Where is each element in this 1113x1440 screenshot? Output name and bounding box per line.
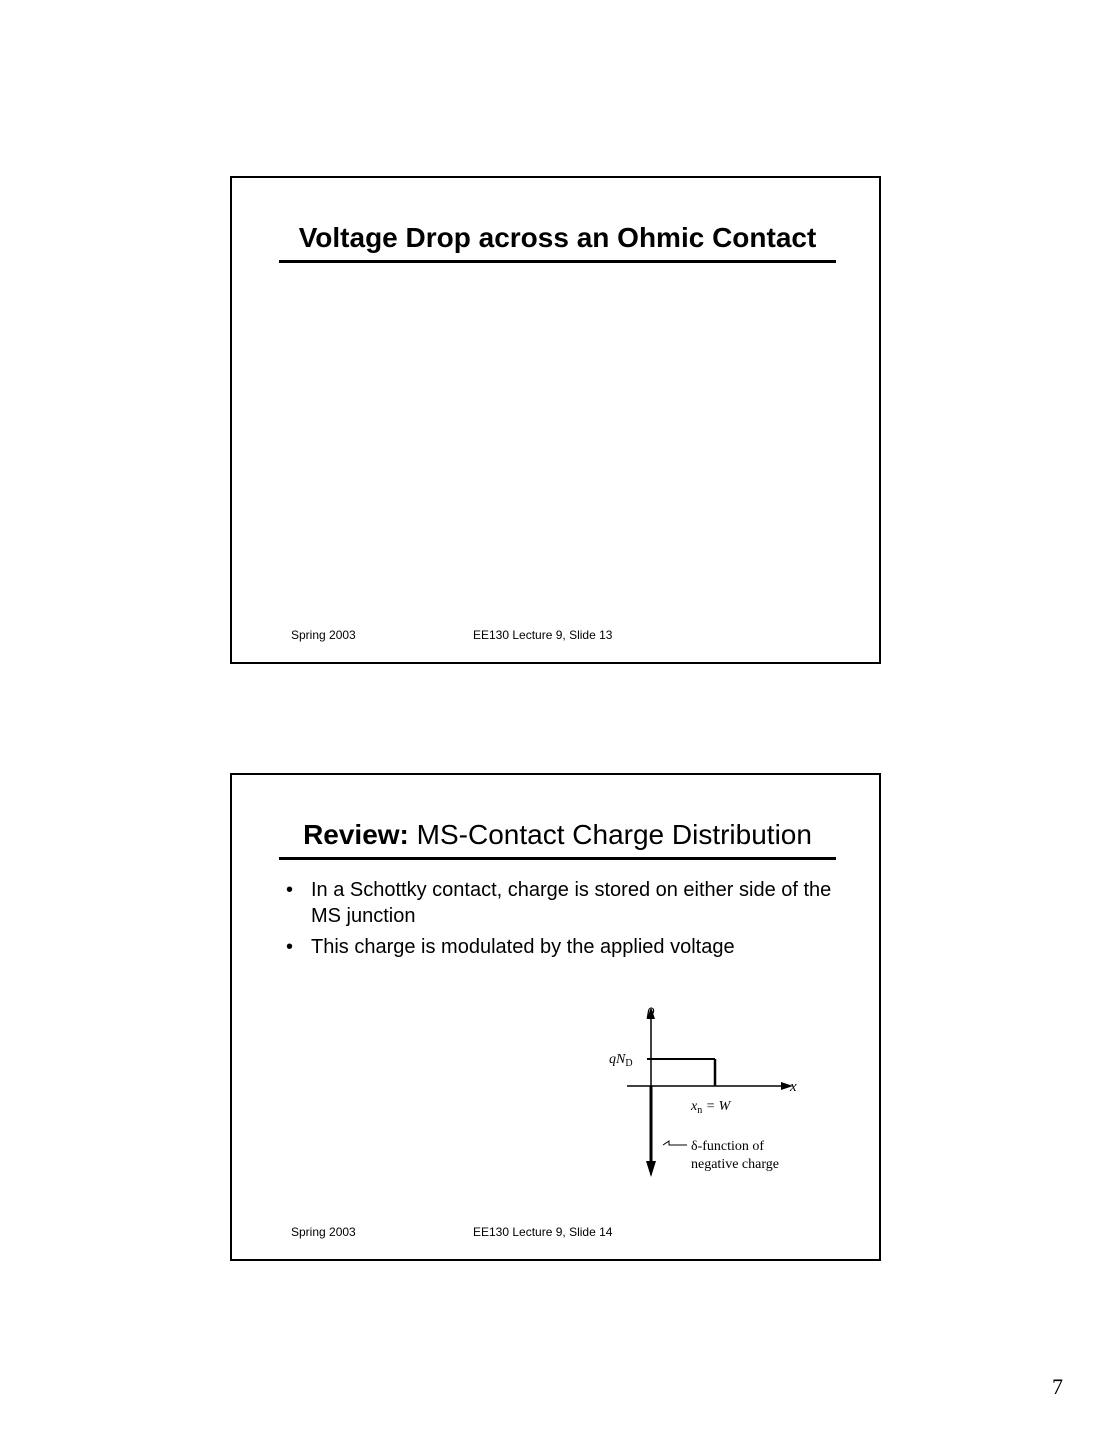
bullet-dot: • bbox=[286, 879, 294, 901]
bullet-item bbox=[284, 877, 844, 929]
x-label: x bbox=[790, 1079, 797, 1095]
slide-title-bold: Review: bbox=[303, 819, 409, 850]
delta-function-arrowhead bbox=[646, 1161, 656, 1177]
xn-label-rest: = W bbox=[702, 1099, 731, 1114]
slide-13 bbox=[230, 176, 881, 664]
bullet-dot: • bbox=[286, 936, 294, 958]
slide-title: Voltage Drop across an Ohmic Contact bbox=[279, 220, 836, 263]
bullet-list bbox=[284, 877, 844, 965]
bullet-item bbox=[284, 934, 844, 960]
slide-14 bbox=[230, 773, 881, 1261]
slide-footer-course: EE130 Lecture 9, Slide 13 bbox=[473, 628, 613, 642]
charge-distribution-svg bbox=[587, 997, 817, 1182]
slide-footer-date: Spring 2003 bbox=[291, 1225, 356, 1239]
page-number: 7 bbox=[1052, 1374, 1063, 1399]
delta-label-line2: negative charge bbox=[691, 1157, 779, 1172]
slide-footer-course: EE130 Lecture 9, Slide 14 bbox=[473, 1225, 613, 1239]
rho-label: ρ bbox=[647, 1002, 655, 1019]
delta-label-pointer bbox=[663, 1141, 687, 1145]
delta-label-line1: δ-function of bbox=[691, 1139, 765, 1154]
slide-title bbox=[279, 817, 836, 860]
xn-label-main: x bbox=[691, 1099, 698, 1114]
xn-label bbox=[690, 1099, 732, 1116]
qnd-label bbox=[609, 1052, 633, 1069]
qnd-label-sub: D bbox=[625, 1058, 633, 1069]
charge-distribution-diagram bbox=[587, 997, 817, 1182]
bullet-text: In a Schottky contact, charge is stored on either side of the MS junction bbox=[311, 879, 832, 927]
bullet-text: This charge is modulated by the applied voltage bbox=[311, 936, 735, 958]
slide-title-rest: MS-Contact Charge Distribution bbox=[408, 819, 812, 850]
slide-footer-date: Spring 2003 bbox=[291, 628, 356, 642]
xn-label-sub: n bbox=[697, 1105, 703, 1116]
qnd-label-main: qN bbox=[609, 1052, 626, 1067]
